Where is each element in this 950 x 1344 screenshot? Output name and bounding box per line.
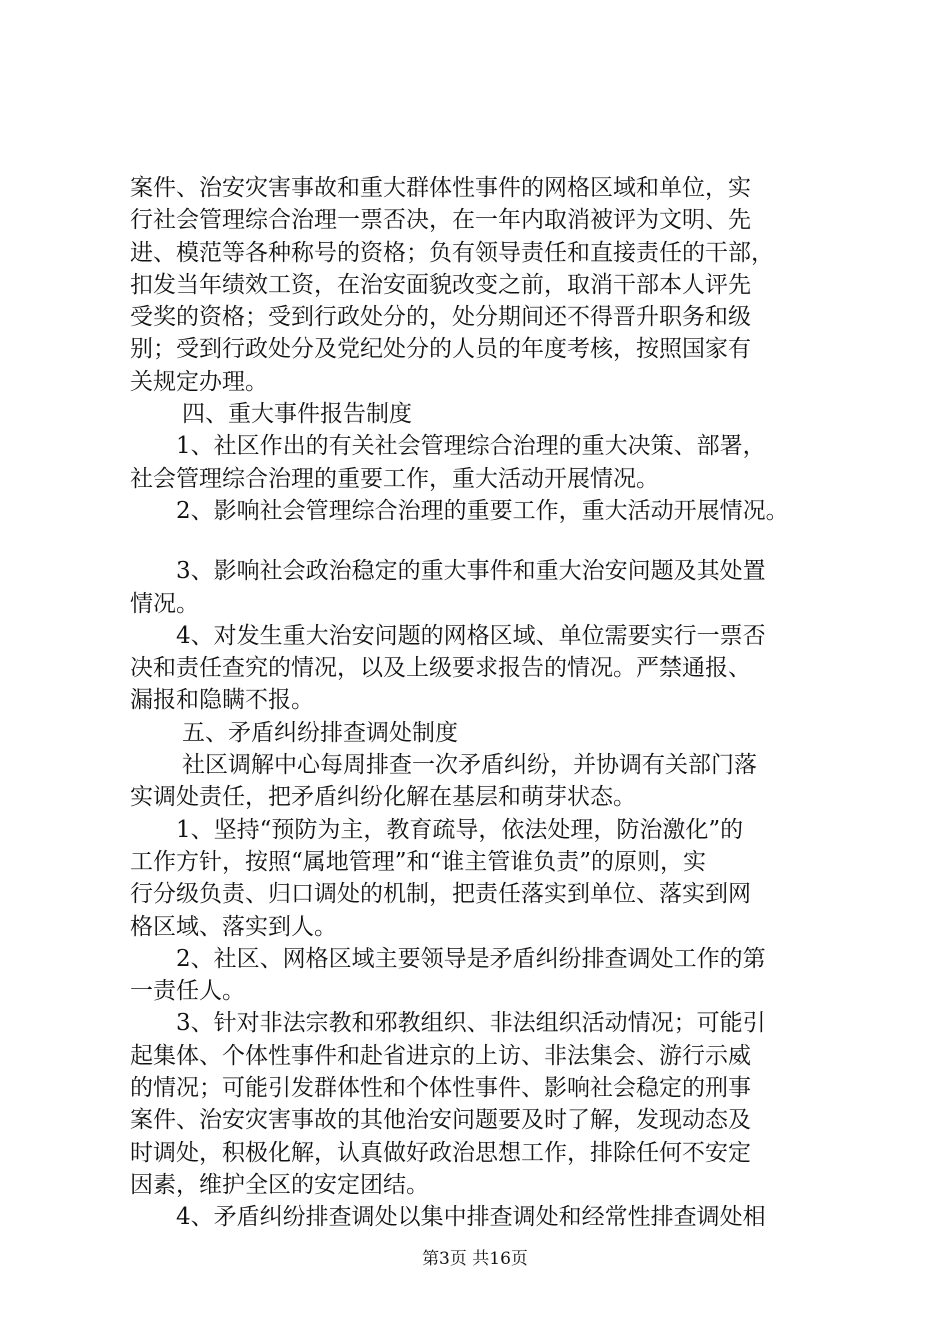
text-line: 2、社区、网格区域主要领导是矛盾纠纷排查调处工作的第 [176, 945, 766, 972]
text-line: 行分级负责、归口调处的机制，把责任落实到单位、落实到网 [130, 881, 751, 908]
text-line: 1、坚持“预防为主，教育疏导，依法处理，防治激化”的 [176, 816, 744, 843]
text-line: 时调处，积极化解，认真做好政治思想工作，排除任何不安定 [130, 1139, 751, 1166]
text-line: 工作方针，按照“属地管理”和“谁主管谁负责”的原则，实 [130, 848, 707, 875]
text-line: 的情况；可能引发群体性和个体性事件、影响社会稳定的刑事 [130, 1075, 751, 1102]
text-line: 起集体、个体性事件和赴省进京的上访、非法集会、游行示威 [130, 1042, 751, 1069]
text-line: 3、针对非法宗教和邪教组织、非法组织活动情况；可能引 [176, 1010, 766, 1037]
text-line: 实调处责任，把矛盾纠纷化解在基层和萌芽状态。 [130, 784, 636, 811]
blank-line [130, 527, 850, 555]
text-line: 一责任人。 [130, 978, 245, 1005]
text-line: 扣发当年绩效工资，在治安面貌改变之前，取消干部本人评先 [130, 271, 751, 298]
text-line: 行社会管理综合治理一票否决，在一年内取消被评为文明、先 [130, 207, 751, 234]
text-line: 4、矛盾纠纷排查调处以集中排查调处和经常性排查调处相 [176, 1204, 766, 1231]
text-line: 案件、治安灾害事故和重大群体性事件的网格区域和单位，实 [130, 175, 751, 201]
text-line: 格区域、落实到人。 [130, 913, 337, 940]
text-line: 关规定办理。 [130, 368, 268, 395]
text-line: 社区调解中心每周排查一次矛盾纠纷，并协调有关部门落 [182, 752, 757, 779]
text-line: 社会管理综合治理的重要工作，重大活动开展情况。 [130, 465, 659, 492]
text-line: 案件、治安灾害事故的其他治安问题要及时了解，发现动态及 [130, 1107, 751, 1134]
text-line: 受奖的资格；受到行政处分的，处分期间还不得晋升职务和级 [130, 304, 751, 331]
text-line: 1、社区作出的有关社会管理综合治理的重大决策、部署， [176, 433, 766, 460]
text-line: 进、模范等各种称号的资格；负有领导责任和直接责任的干部， [130, 239, 774, 266]
text-line: 3、影响社会政治稳定的重大事件和重大治安问题及其处置 [176, 558, 766, 585]
text-line: 漏报和隐瞒不报。 [130, 687, 314, 714]
section-heading: 五、矛盾纠纷排查调处制度 [182, 719, 458, 746]
text-line: 4、对发生重大治安问题的网格区域、单位需要实行一票否 [176, 622, 766, 649]
text-line: 因素，维护全区的安定团结。 [130, 1171, 429, 1198]
page-footer: 第3页 共16页 [422, 1249, 528, 1269]
body-text [130, 172, 850, 1234]
text-line: 2、影响社会管理综合治理的重要工作，重大活动开展情况。 [176, 497, 789, 524]
text-line: 情况。 [130, 590, 199, 617]
text-line: 别；受到行政处分及党纪处分的人员的年度考核，按照国家有 [130, 336, 751, 363]
text-line: 决和责任查究的情况，以及上级要求报告的情况。严禁通报、 [130, 655, 751, 682]
section-heading: 四、重大事件报告制度 [182, 401, 412, 428]
